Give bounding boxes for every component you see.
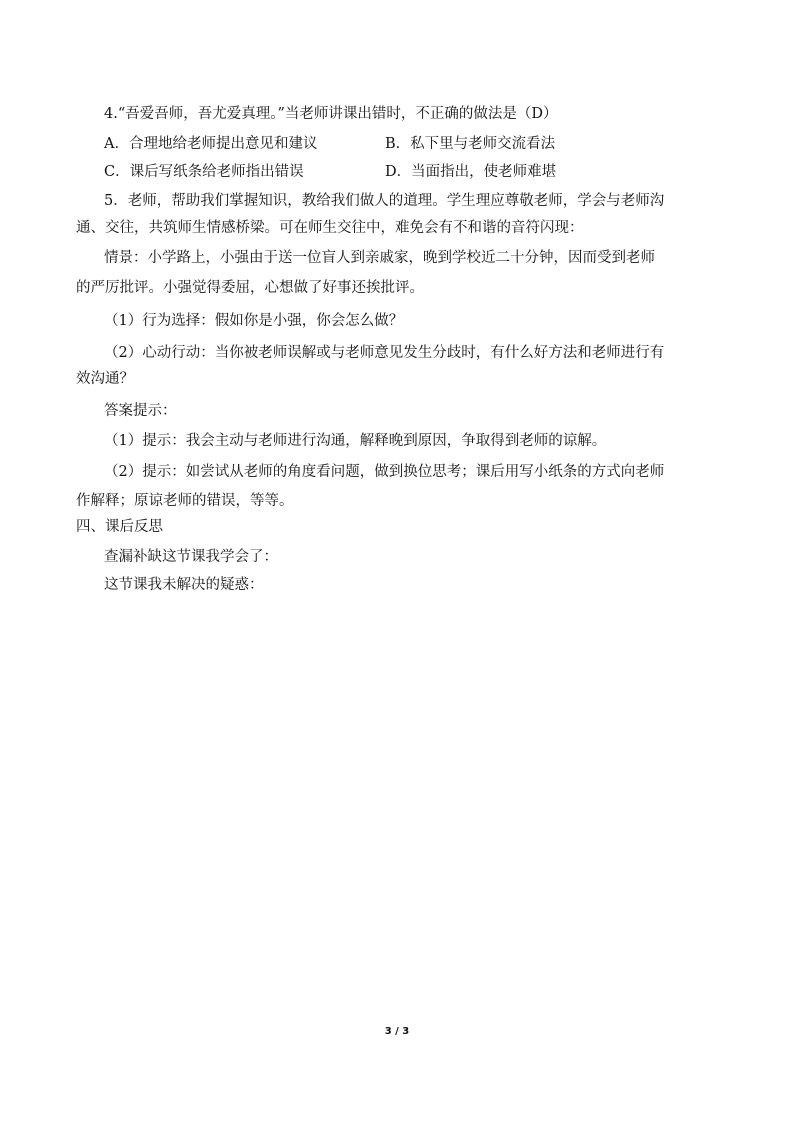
section-4-heading: 四、课后反思 <box>76 519 163 535</box>
section-4-line-1: 查漏补缺这节课我学会了： <box>104 549 278 565</box>
question-5-stem-line-1: 5．老师，帮助我们掌握知识，教给我们做人的道理。学生理应尊敬老师，学会与老师沟 <box>104 193 665 209</box>
question-5-scenario-line-2: 的严厉批评。小强觉得委屈，心想做了好事还挨批评。 <box>76 280 424 296</box>
question-5-sub-2-line-1: （2）心动行动：当你被老师误解或与老师意见发生分歧时，有什么好方法和老师进行有 <box>104 345 665 361</box>
answer-2-line-1: （2）提示：如尝试从老师的角度看问题，做到换位思考；课后用写小纸条的方式向老师 <box>104 464 665 480</box>
answer-1: （1）提示：我会主动与老师进行沟通，解释晚到原因，争取得到老师的谅解。 <box>104 433 607 449</box>
question-5-sub-1: （1）行为选择：假如你是小强，你会怎么做？ <box>104 313 404 329</box>
question-4-option-b: B．私下里与老师交流看法 <box>385 136 556 152</box>
question-4-option-d: D．当面指出，使老师难堪 <box>385 164 557 180</box>
question-4-option-a: A．合理地给老师提出意见和建议 <box>104 136 318 152</box>
section-4-line-2: 这节课我未解决的疑惑： <box>104 577 264 593</box>
question-5-stem-line-2: 通、交往，共筑师生情感桥梁。可在师生交往中，难免会有不和谐的音符闪现： <box>76 220 584 236</box>
question-4-stem: 4.“吾爱吾师，吾尤爱真理。”当老师讲课出错时，不正确的做法是（D） <box>104 106 558 122</box>
answer-heading: 答案提示： <box>104 403 177 419</box>
answer-2-line-2: 作解释；原谅老师的错误，等等。 <box>76 493 294 509</box>
question-5-sub-2-line-2: 效沟通？ <box>76 371 134 387</box>
question-4-option-c: C．课后写纸条给老师指出错误 <box>104 164 304 180</box>
question-5-scenario-line-1: 情景：小学路上，小强由于送一位盲人到亲戚家，晚到学校近二十分钟，因而受到老师 <box>104 250 655 266</box>
page-number: 3 / 3 <box>384 1026 410 1037</box>
